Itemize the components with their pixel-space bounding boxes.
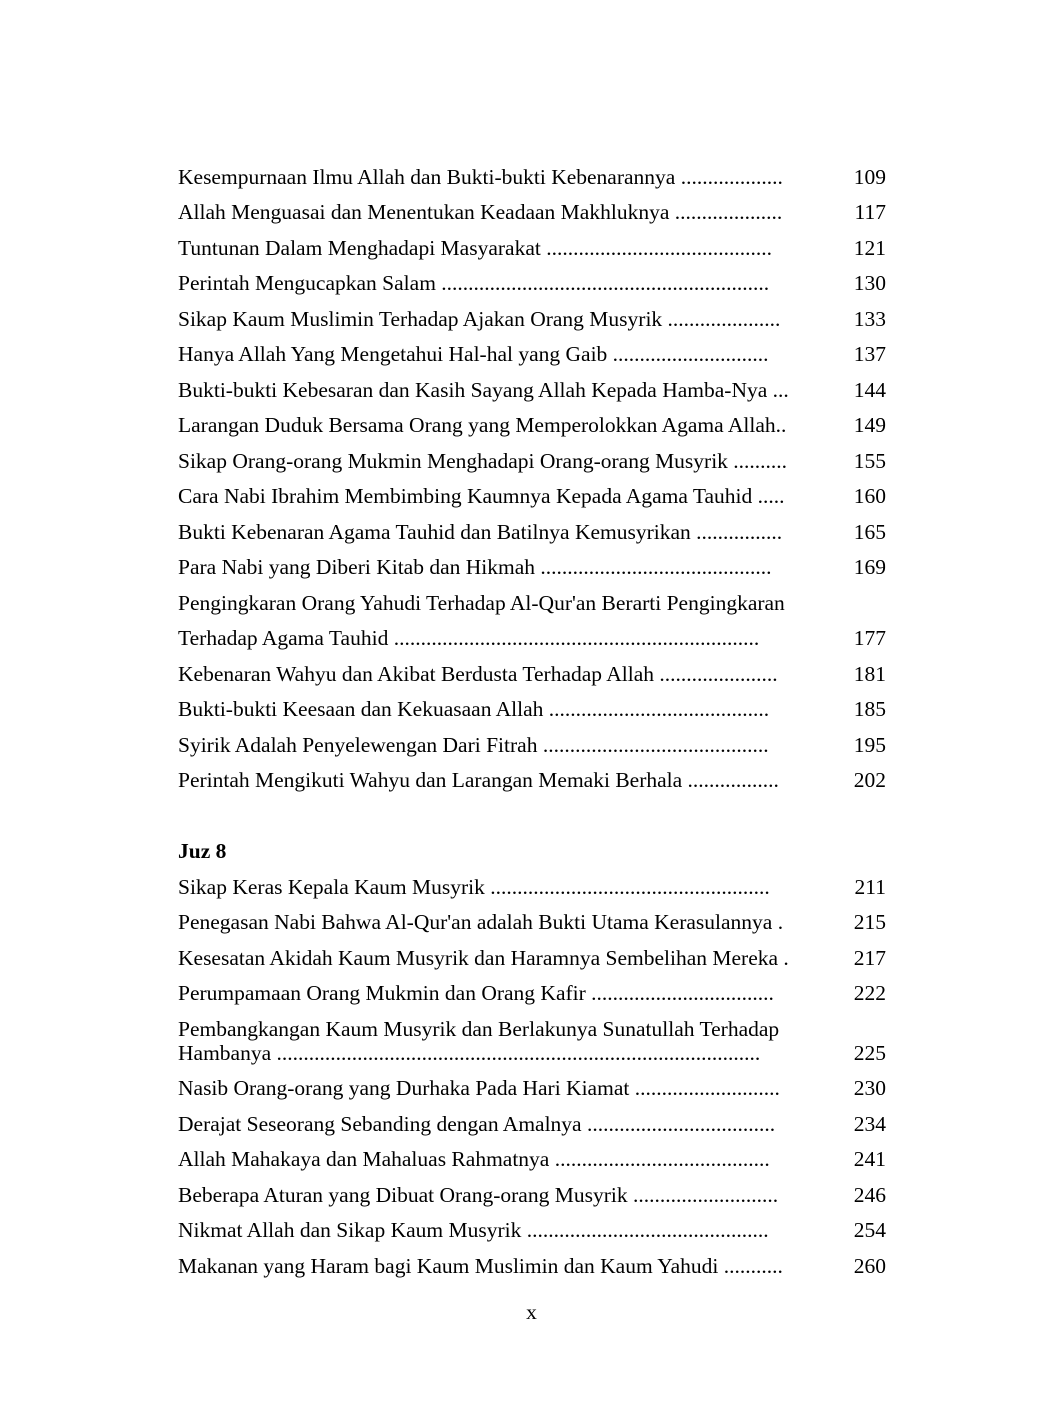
toc-entry-page: 155 [853, 448, 886, 473]
toc-entry-page: 177 [853, 626, 886, 650]
toc-entry [178, 1042, 890, 1066]
toc-entry-page: 165 [853, 519, 886, 544]
toc-entry [178, 509, 890, 545]
juz-heading: Juz 8 [178, 839, 227, 863]
toc-entry [178, 296, 890, 332]
toc-entry-title: Makanan yang Haram bagi Kaum Muslimin dan Kaum Yahudi ........... [178, 1253, 783, 1278]
table-of-contents [178, 154, 890, 1279]
toc-entry-title: Beberapa Aturan yang Dibuat Orang-orang Musyrik ........................... [178, 1182, 779, 1207]
toc-entry-page: 217 [853, 945, 886, 970]
toc-entry-page: 133 [853, 306, 886, 331]
toc-entry [178, 1172, 890, 1208]
toc-entry-title: Derajat Seseorang Sebanding dengan Amalnya ................................... [178, 1111, 776, 1136]
toc-entry-page: 222 [853, 981, 886, 1005]
toc-entry [178, 1066, 890, 1102]
toc-entry [178, 935, 890, 971]
toc-entry-page: 121 [853, 235, 886, 260]
toc-entry-title: Kesesatan Akidah Kaum Musyrik dan Haramnya Sembelihan Mereka . [178, 945, 789, 970]
toc-entry [178, 651, 890, 687]
toc-entry-page: 246 [853, 1182, 886, 1207]
toc-entry-page: 185 [853, 697, 886, 721]
toc-entry-page: 160 [853, 484, 886, 508]
toc-entry [178, 971, 890, 1007]
toc-entry-page: 117 [854, 200, 886, 224]
toc-entry-page: 137 [853, 342, 886, 366]
toc-entry-title: Larangan Duduk Bersama Orang yang Memperolokkan Agama Allah.. [178, 413, 787, 437]
toc-entry [178, 687, 890, 723]
toc-entry [178, 545, 890, 581]
toc-entry [178, 900, 890, 936]
toc-entry-page: 234 [853, 1111, 886, 1136]
toc-entry-title: Nikmat Allah dan Sikap Kaum Musyrik ............................................. [178, 1218, 769, 1242]
toc-entry-page: 169 [853, 555, 886, 579]
toc-entry-title: Sikap Keras Kepala Kaum Musyrik .................................................... [178, 874, 770, 899]
toc-entry-title: Bukti Kebenaran Agama Tauhid dan Batilnya Kemusyrikan ................ [178, 519, 783, 544]
toc-entry-page: 195 [853, 732, 886, 757]
toc-entry-title: Nasib Orang-orang yang Durhaka Pada Hari Kiamat ........................... [178, 1076, 780, 1100]
toc-entry-title-line2: Hambanya .......................................................................................... [178, 1040, 761, 1065]
toc-entry [178, 438, 890, 474]
section-spacer [178, 793, 890, 829]
toc-entry-page: 260 [853, 1253, 886, 1278]
toc-entry [178, 1101, 890, 1137]
toc-entry-page: 225 [853, 1040, 886, 1065]
toc-section-1 [178, 154, 890, 793]
toc-entry-title-line2: Terhadap Agama Tauhid .................................................................... [178, 626, 760, 650]
toc-entry-page: 109 [853, 164, 886, 189]
toc-entry [178, 474, 890, 510]
toc-entry-page: 230 [853, 1076, 886, 1100]
toc-entry [178, 1137, 890, 1173]
toc-entry-page: 144 [853, 377, 886, 402]
toc-entry [178, 225, 890, 261]
toc-entry [178, 758, 890, 794]
toc-entry-title: Para Nabi yang Diberi Kitab dan Hikmah ........................................... [178, 555, 772, 579]
toc-entry-title: Bukti-bukti Keesaan dan Kekuasaan Allah ......................................... [178, 697, 770, 721]
toc-entry-title: Cara Nabi Ibrahim Membimbing Kaumnya Kepada Agama Tauhid ..... [178, 484, 785, 508]
toc-entry [178, 1208, 890, 1244]
toc-entry-page: 130 [853, 271, 886, 295]
toc-entry-page: 149 [853, 413, 886, 437]
toc-entry [178, 154, 890, 190]
toc-entry-title: Perintah Mengucapkan Salam ............................................................. [178, 271, 770, 295]
toc-entry [178, 367, 890, 403]
toc-entry [178, 261, 890, 297]
toc-entry-title: Kebenaran Wahyu dan Akibat Berdusta Terhadap Allah ...................... [178, 661, 778, 686]
page-number: x [526, 1300, 537, 1324]
toc-entry [178, 722, 890, 758]
toc-entry-title: Kesempurnaan Ilmu Allah dan Bukti-bukti Kebenarannya ................... [178, 164, 783, 189]
toc-entry-first-line [178, 1006, 890, 1042]
toc-entry-page: 254 [853, 1218, 886, 1242]
toc-entry-title: Perintah Mengikuti Wahyu dan Larangan Memaki Berhala ................. [178, 768, 779, 792]
toc-entry [178, 1243, 890, 1279]
toc-entry-title: Penegasan Nabi Bahwa Al-Qur'an adalah Bukti Utama Kerasulannya . [178, 910, 784, 934]
toc-entry-page: 202 [853, 768, 886, 792]
toc-section-juz-8 [178, 829, 890, 1279]
toc-entry [178, 190, 890, 226]
toc-entry-title: Sikap Orang-orang Mukmin Menghadapi Orang-orang Musyrik .......... [178, 448, 788, 473]
toc-entry [178, 616, 890, 652]
toc-entry-title: Tuntunan Dalam Menghadapi Masyarakat .......................................... [178, 235, 772, 260]
toc-entry [178, 332, 890, 368]
toc-entry-title: Allah Mahakaya dan Mahaluas Rahmatnya ........................................ [178, 1147, 770, 1171]
toc-entry-first-line [178, 580, 890, 616]
toc-entry-page: 181 [853, 661, 886, 686]
toc-entry-page: 211 [854, 874, 886, 899]
toc-entry-title-line1: Pengingkaran Orang Yahudi Terhadap Al-Qur'an Berarti Pengingkaran [178, 590, 785, 615]
toc-entry-title: Hanya Allah Yang Mengetahui Hal-hal yang Gaib ............................. [178, 342, 769, 366]
toc-entry [178, 864, 890, 900]
toc-entry-title: Bukti-bukti Kebesaran dan Kasih Sayang Allah Kepada Hamba-Nya ... [178, 377, 789, 402]
toc-entry-title: Sikap Kaum Muslimin Terhadap Ajakan Orang Musyrik ..................... [178, 306, 781, 331]
toc-entry-title: Syirik Adalah Penyelewengan Dari Fitrah .......................................... [178, 732, 769, 757]
toc-entry-title-line1: Pembangkangan Kaum Musyrik dan Berlakunya Sunatullah Terhadap [178, 1016, 780, 1041]
toc-entry-page: 215 [853, 910, 886, 934]
toc-entry-page: 241 [853, 1147, 886, 1171]
toc-entry [178, 403, 890, 439]
toc-entry-title: Perumpamaan Orang Mukmin dan Orang Kafir .................................. [178, 981, 774, 1005]
toc-entry-title: Allah Menguasai dan Menentukan Keadaan Makhluknya .................... [178, 200, 783, 224]
